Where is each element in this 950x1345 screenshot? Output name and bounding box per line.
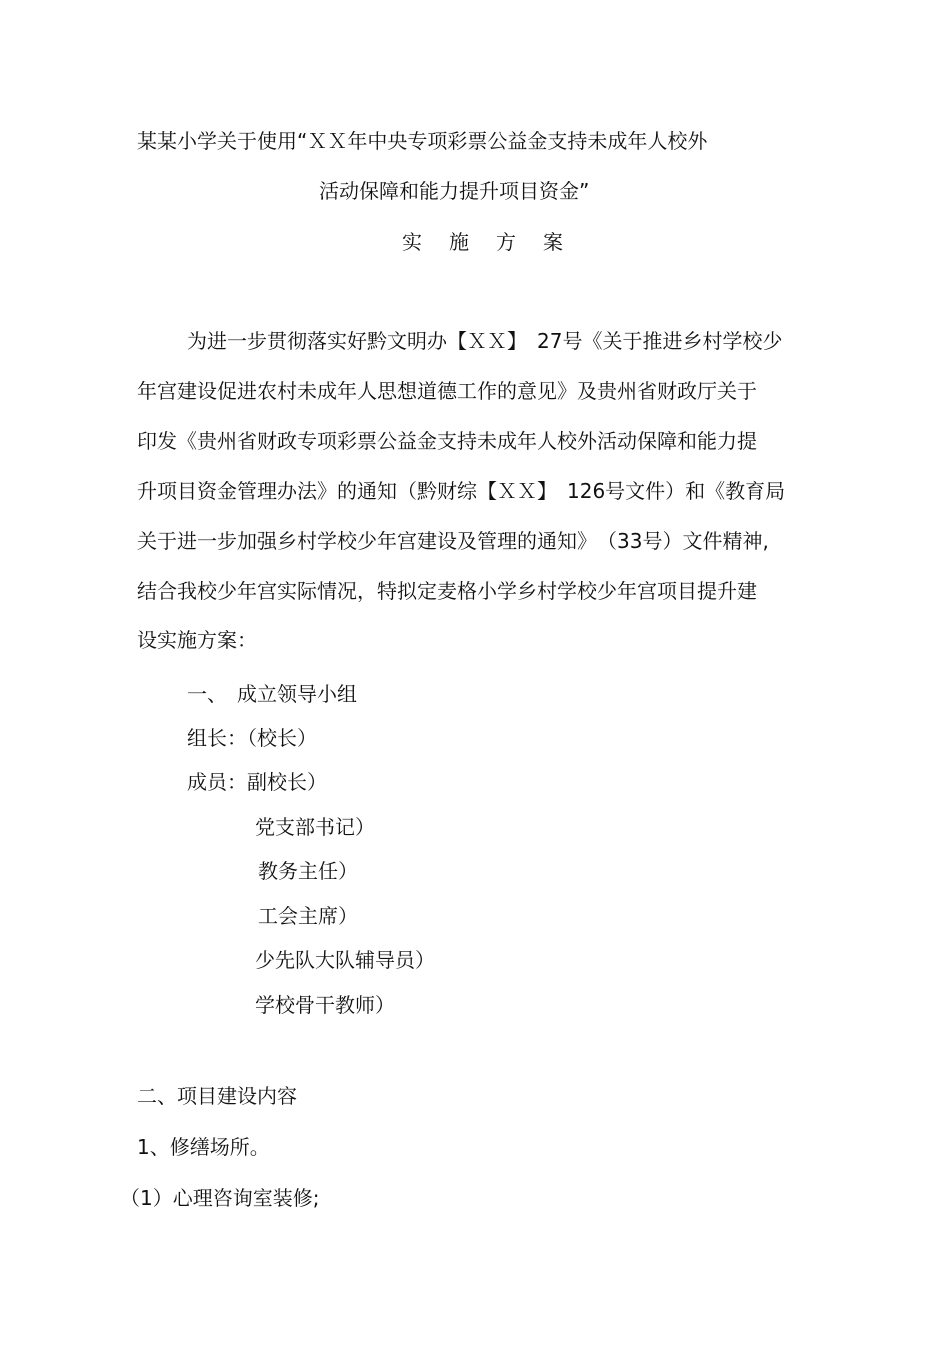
member-line: 教务主任）: [258, 859, 358, 883]
intro-line-1: 为进一步贯彻落实好黔文明办【ＸＸ】 27号《关于推进乡村学校少: [187, 329, 783, 353]
member-line: 工会主席）: [258, 904, 358, 928]
section-1-heading: 一、 成立领导小组: [187, 682, 357, 706]
intro-line-4: 升项目资金管理办法》的通知（黔财综【ＸＸ】 126号文件）和《教育局: [137, 479, 786, 503]
title-line-2: 活动保障和能力提升项目资金”: [319, 179, 590, 203]
intro-line-2: 年宫建设促进农村未成年人思想道德工作的意见》及贵州省财政厅关于: [137, 379, 757, 403]
intro-line-3: 印发《贵州省财政专项彩票公益金支持未成年人校外活动保障和能力提: [137, 429, 757, 453]
item-1-sub-1-line: （1）心理咨询室装修;: [120, 1186, 320, 1210]
title-line-1: 某某小学关于使用“ＸＸ年中央专项彩票公益金支持未成年人校外: [137, 129, 708, 153]
member-line: 少先队大队辅导员）: [255, 948, 435, 972]
member-line: 学校骨干教师）: [255, 993, 395, 1017]
section-2-heading: 二、项目建设内容: [137, 1084, 297, 1108]
member-line: 党支部书记）: [255, 815, 375, 839]
item-1-line: 1、修缮场所。: [137, 1135, 270, 1159]
leader-line: 组长：（校长）: [187, 726, 317, 750]
intro-line-7: 设实施方案：: [137, 628, 257, 652]
members-label-line: 成员：副校长）: [187, 770, 327, 794]
title-line-3: 实施方案: [402, 230, 590, 254]
intro-line-6: 结合我校少年宫实际情况，特拟定麦格小学乡村学校少年宫项目提升建: [137, 579, 757, 603]
intro-line-5: 关于进一步加强乡村学校少年宫建设及管理的通知》 （33号）文件精神,: [137, 529, 769, 553]
